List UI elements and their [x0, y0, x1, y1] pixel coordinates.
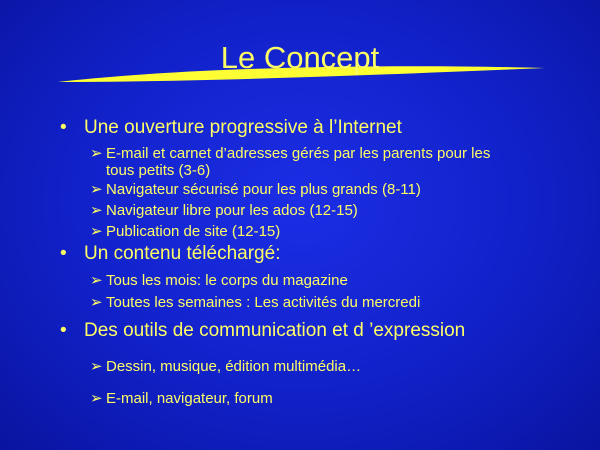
bullet-item — [60, 117, 402, 139]
bullet-text: Un contenu téléchargé: — [84, 243, 281, 264]
sub-item — [90, 272, 348, 289]
arrow-bullet-icon: ➢ — [90, 145, 103, 162]
arrow-bullet-icon: ➢ — [90, 390, 103, 407]
bullet-dot: • — [60, 243, 67, 264]
arrow-bullet-icon: ➢ — [90, 181, 103, 198]
sub-item — [90, 181, 421, 198]
bullet-dot: • — [60, 117, 67, 138]
sub-item-text: Navigateur sécurisé pour les plus grands (8-11) — [106, 181, 421, 198]
sub-item-text: Dessin, musique, édition multimédia… — [106, 358, 362, 375]
sub-item — [90, 202, 358, 219]
bullet-dot: • — [60, 320, 67, 341]
arrow-bullet-icon: ➢ — [90, 294, 103, 311]
bullet-text: Des outils de communication et d ’expression — [84, 320, 466, 341]
sub-item-text: E-mail et carnet d’adresses gérés par les parents pour les — [106, 145, 491, 162]
arrow-bullet-icon: ➢ — [90, 223, 103, 240]
sub-item-text-continued: tous petits (3-6) — [106, 162, 211, 179]
sub-item-text: Navigateur libre pour les ados (12-15) — [106, 202, 358, 219]
slide-title: Le Concept — [220, 40, 380, 75]
bullet-item — [60, 320, 465, 342]
sub-item — [90, 223, 280, 240]
sub-item — [90, 294, 420, 311]
sub-item-text: Toutes les semaines : Les activités du mercredi — [106, 294, 421, 311]
sub-item — [90, 145, 490, 179]
sub-item-text: E-mail, navigateur, forum — [106, 390, 273, 407]
bullet-text: Une ouverture progressive à l’Internet — [84, 117, 402, 138]
arrow-bullet-icon: ➢ — [90, 272, 103, 289]
sub-item-text: Publication de site (12-15) — [106, 223, 281, 240]
sub-item — [90, 390, 273, 407]
sub-item-text: Tous les mois: le corps du magazine — [106, 272, 348, 289]
sub-item — [90, 358, 361, 375]
bullet-item — [60, 243, 280, 265]
arrow-bullet-icon: ➢ — [90, 358, 103, 375]
arrow-bullet-icon: ➢ — [90, 202, 103, 219]
